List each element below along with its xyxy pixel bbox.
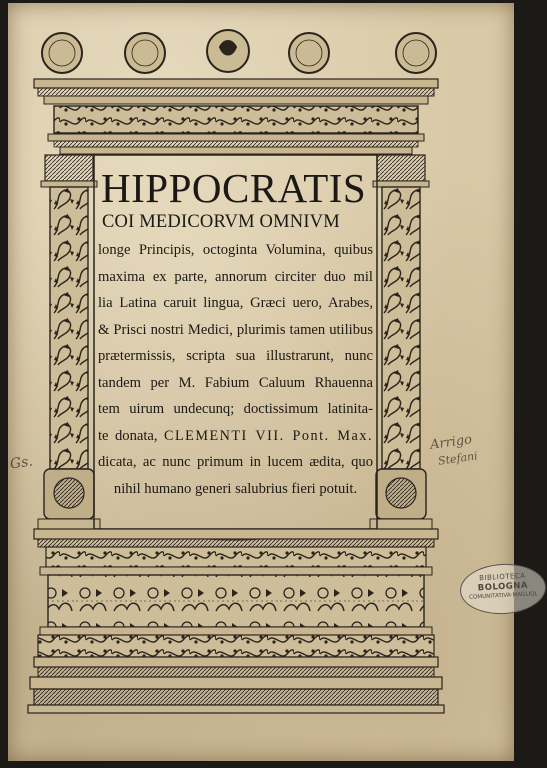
title-text-block (98, 165, 373, 525)
dedicatee-name: CLEMENTI VII. Pont. Max. (164, 427, 373, 444)
top-roundels (42, 30, 436, 73)
book-title: HIPPOCRATIS (101, 165, 367, 211)
text-line: nihil humano generi salubrius fieri potuit. (113, 480, 358, 497)
entablature (34, 79, 438, 154)
text-line: prætermissis, scripta sua illustrarunt, nunc (98, 348, 373, 364)
handwritten-note: Arrigo (429, 432, 473, 453)
text-line: maxima ex parte, annorum circiter duo mil (98, 268, 373, 285)
left-column (38, 155, 100, 529)
stamp-text: COMUNITATIVA·MAGLIOL (468, 591, 538, 601)
dedication-line (98, 423, 373, 450)
handwritten-note: Gs. (8, 453, 34, 473)
stamp-text: BIBLIOTECA (478, 571, 526, 583)
text-line: lia Latina caruit lingua, Græci uero, Arabes, (98, 295, 373, 311)
title-description (98, 237, 373, 502)
handwritten-note: Stefani (437, 449, 479, 468)
text-line: tandem per M. Fabium Caluum Rhauenna (98, 374, 373, 391)
text-line: tem uirum undecunq; doctissimum latinita- (98, 401, 373, 417)
text-line: dicata, ac nunc primum in lucem ædita, quo (98, 454, 373, 470)
dedication-prefix: te donata, (98, 427, 158, 444)
text-line: & Prisci nostri Medici, plurimis tamen utilibus (98, 321, 373, 338)
stamp-text: BOLOGNA (477, 580, 529, 594)
pedestal (28, 529, 444, 713)
title-page (8, 3, 538, 761)
right-column (370, 155, 432, 529)
book-subtitle: COI MEDICORVM OMNIVM (102, 212, 340, 232)
text-line: longe Principis, octoginta Volumina, quibus (98, 242, 373, 258)
